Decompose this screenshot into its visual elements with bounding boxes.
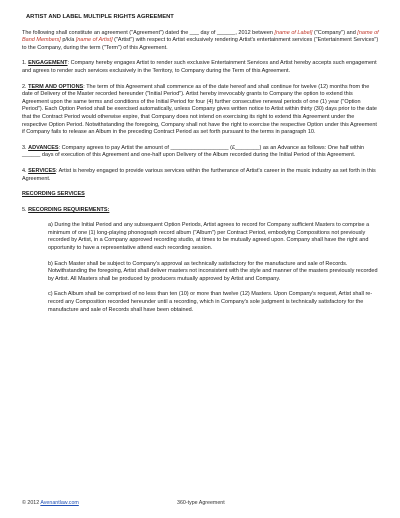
section-heading-advances: ADVANCES bbox=[28, 144, 59, 151]
section-text: : The term of this Agreement shall commence as of the date hereof and shall continue for twelve (12) months from the date of Delivery of the Master recorded hereunder ("Initial Period"). Artist hereby irrevocably grants to Company the option to extend this Agreement upon the same terms and conditions of the Initial Period for four (4) further consecutive renewal periods of one (1) year ("Option Period"). Each Option Period shall be exercised automatically, unless Company gives written notice to Artist within thirty (30) days prior to the date that the Contract Period would otherwise expire, that Company does not intend on exercising its right to extend this Agreement under the respective Option Period. Notwithstanding the foregoing, Company shall not have the right to exercise the respective Option under this Agreement if Company fails to release an Album in the preceding Contract Period as set forth pursuant to the terms in paragraph 10. bbox=[22, 83, 377, 136]
copyright-text: © 2012 bbox=[22, 500, 41, 506]
section-recording-requirements bbox=[22, 207, 380, 215]
section-number: 4. bbox=[22, 167, 29, 174]
section-heading-services: SERVICES bbox=[28, 167, 56, 174]
section-term-and-options bbox=[22, 84, 380, 137]
subclause-b: b) Each Master shall be subject to Company's approval as technically satisfactory for the manufacture and sale of Records. Notwithstanding the foregoing, Artist shall deliver masters not inconsistent with the style and manner of the masters previously recorded by Artist. All Masters shall be produced by producers mutually approved by Artist and Company. bbox=[48, 260, 378, 282]
section-number: 1. bbox=[22, 60, 29, 67]
intro-text-3: p/k/a bbox=[60, 37, 76, 44]
section-engagement bbox=[22, 60, 380, 75]
page-footer bbox=[22, 500, 380, 508]
website-link[interactable]: Avenantlaw.com bbox=[40, 500, 79, 506]
section-text: : Company agrees to pay Artist the amount of ___________________ (£________) as an Advance as follows: One half within ______ days of execution of this Agreement and one-half upon Delivery of the Album recorded during the Initial Period of this Agreement. bbox=[22, 144, 365, 159]
label-name-placeholder: [name of Label] bbox=[274, 29, 313, 36]
recording-services-heading: RECORDING SERVICES bbox=[22, 191, 85, 198]
artist-name-placeholder: [name of Artist] bbox=[75, 37, 113, 44]
band-members-placeholder: [name of Band Members] bbox=[22, 29, 379, 44]
section-number: 3. bbox=[22, 144, 29, 151]
section-services bbox=[22, 168, 380, 183]
section-heading-term: TERM AND OPTIONS bbox=[28, 83, 84, 90]
section-number: 5. bbox=[22, 206, 29, 213]
intro-paragraph bbox=[22, 30, 380, 53]
intro-text-2: ("Company") and bbox=[312, 29, 358, 36]
document-title: ARTIST AND LABEL MULTIPLE RIGHTS AGREEMENT bbox=[26, 14, 174, 20]
document-type-label: 360-type Agreement bbox=[177, 500, 225, 506]
document-body bbox=[22, 14, 380, 322]
section-text: : Company hereby engages Artist to render such exclusive Entertainment Services and Artist hereby accepts such engagement and agrees to render such services exclusively in the Territory, to Company during the Term of this Agreement. bbox=[22, 60, 377, 74]
section-text: : Artist is hereby engaged to provide various services within the furtherance of Artist's career in the music industry as set forth in this Agreement. bbox=[22, 167, 376, 182]
subclause-a: a) During the Initial Period and any subsequent Option Periods, Artist agrees to record for Company sufficient Masters to comprise a minimum of one (1) long-playing phonograph record album ("Album") per Contract Period, embodying Compositions not previously recorded by Artist, in a Company approved recording studio, at times to be mutually agreed upon. Company shall have the right and opportunity to have a representative attend each recording session. bbox=[48, 222, 370, 252]
section-heading-engagement: ENGAGEMENT bbox=[28, 60, 68, 67]
section-advances bbox=[22, 145, 380, 160]
intro-text-1: The following shall constitute an agreement ("Agreement") dated the ___ day of ______, 2012 between bbox=[22, 29, 275, 36]
intro-text-4: ("Artist") with respect to Artist exclusively rendering Artist's entertainment services ("Entertainment Services") to the Company, during the term ("Term") of this Agreement. bbox=[22, 37, 379, 51]
section-heading-recording: RECORDING REQUIREMENTS: bbox=[28, 206, 110, 213]
section-number: 2. bbox=[22, 83, 29, 90]
subclause-c: c) Each Album shall be comprised of no less than ten (10) or more than twelve (12) Masters. Upon Company's request, Artist shall re-record any Composition recorded hereunder until a recording, which in Company's sole judgment is technically satisfactory for the manufacture and sale of Records shall have been obtained. bbox=[48, 291, 373, 313]
